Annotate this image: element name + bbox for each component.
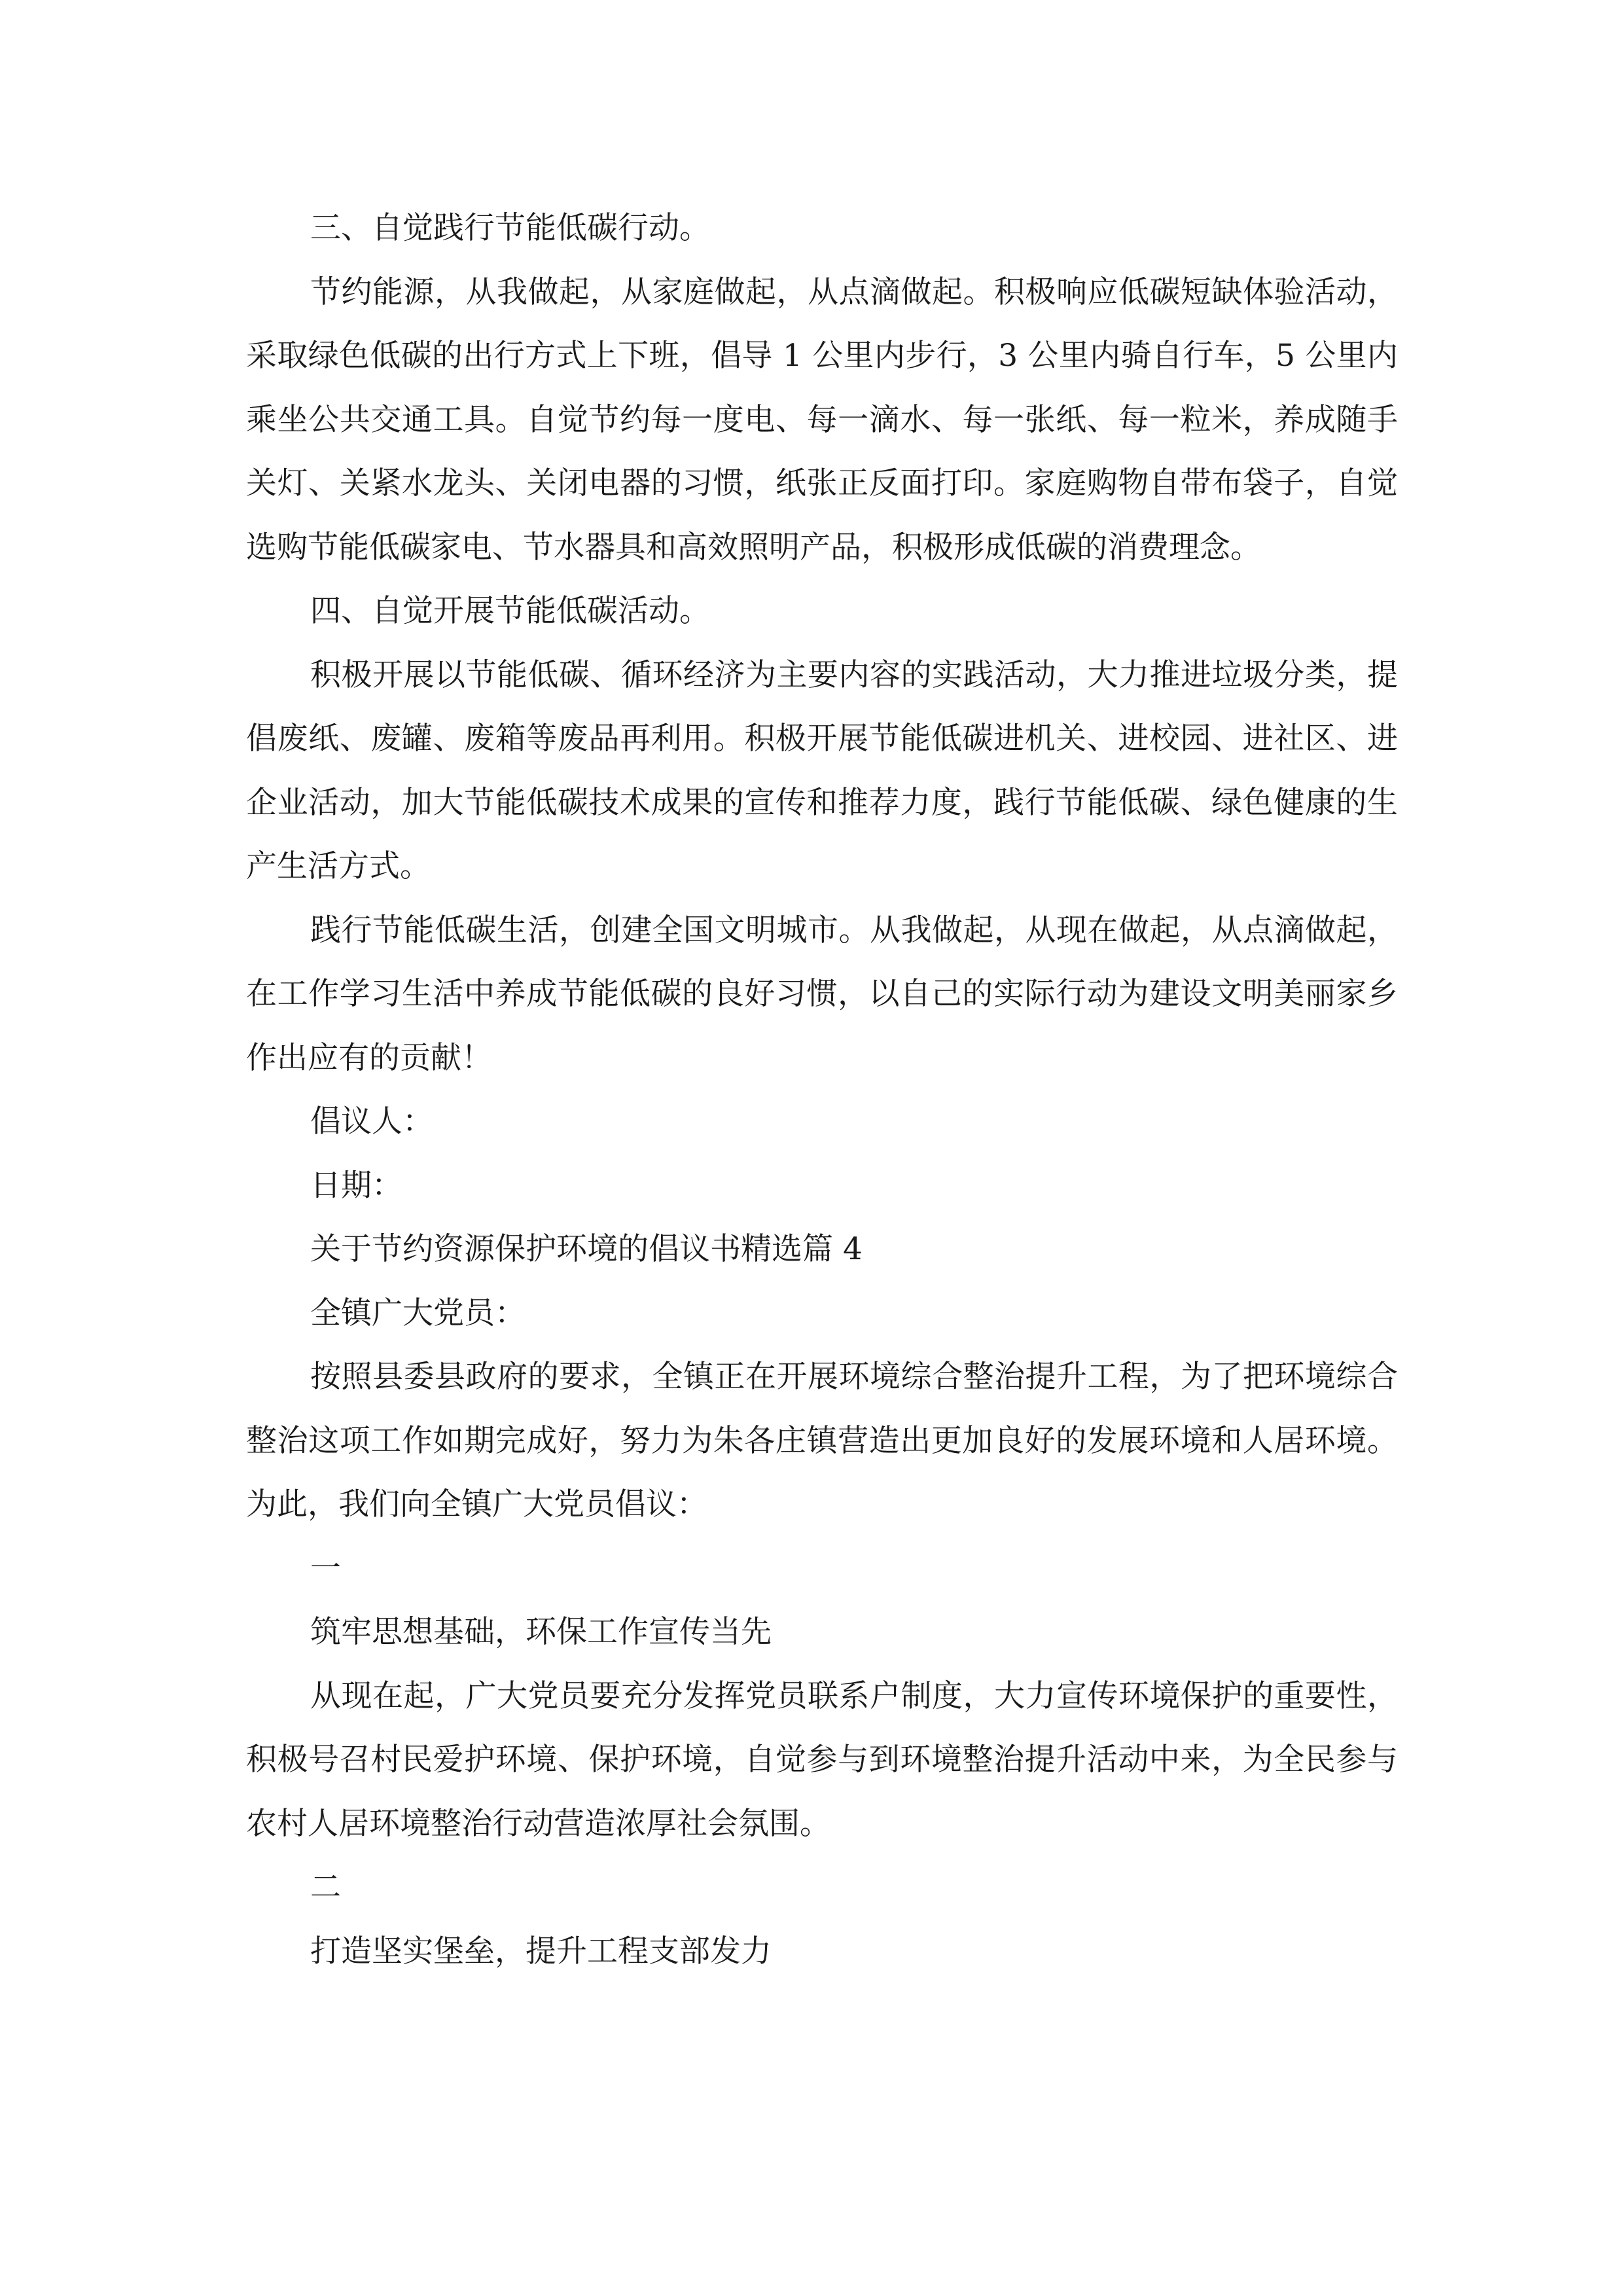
section-heading-4: 四、自觉开展节能低碳活动。 [310,593,710,629]
body-paragraph: 践行节能低碳生活，创建全国文明城市。从我做起，从现在做起，从点滴做起，在工作学习生活中养成节能低碳的良好习惯，以自己的实际行动为建设文明美丽家乡作出应有的贡献！ [246,912,1398,1076]
section-number-2: 二 [310,1869,341,1905]
body-paragraph: 节约能源，从我做起，从家庭做起，从点滴做起。积极响应低碳短缺体验活动，采取绿色低碳的出行方式上下班，倡导 1 公里内步行，3 公里内骑自行车，5 公里内乘坐公共交通工具。自觉节约每一度电、每一滴水、每一张纸、每一粒米，养成随手关灯、关紧水龙头、关闭电器的习惯，纸张正反面打印。家庭购物自带布袋子，自觉选购节能低碳家电、节水器具和高效照明产品，积极形成低碳的消费理念。 [246,274,1398,565]
section-number-1: 一 [310,1550,341,1587]
section-heading: 打造坚实堡垒，提升工程支部发力 [310,1933,772,1969]
section-heading-3: 三、自觉践行节能低碳行动。 [310,210,710,246]
body-paragraph: 积极开展以节能低碳、循环经济为主要内容的实践活动，大力推进垃圾分类，提倡废纸、废罐、废箱等废品再利用。积极开展节能低碳进机关、进校园、进社区、进企业活动，加大节能低碳技术成果的宣传和推荐力度，践行节能低碳、绿色健康的生产生活方式。 [246,656,1398,884]
body-paragraph: 从现在起，广大党员要充分发挥党员联系户制度，大力宣传环境保护的重要性，积极号召村民爱护环境、保护环境，自觉参与到环境整治提升活动中来，为全民参与农村人居环境整治行动营造浓厚社会氛围。 [246,1677,1398,1842]
date-line: 日期： [310,1167,402,1204]
document-body [246,196,1398,1983]
body-paragraph: 按照县委县政府的要求，全镇正在开展环境综合整治提升工程，为了把环境综合整治这项工作如期完成好，努力为朱各庄镇营造出更加良好的发展环境和人居环境。为此，我们向全镇广大党员倡议： [246,1359,1398,1522]
section-heading: 筑牢思想基础，环保工作宣传当先 [310,1614,772,1650]
article-title: 关于节约资源保护环境的倡议书精选篇 4 [310,1231,863,1267]
salutation: 全镇广大党员： [310,1295,526,1331]
proposer-line: 倡议人： [310,1103,433,1139]
